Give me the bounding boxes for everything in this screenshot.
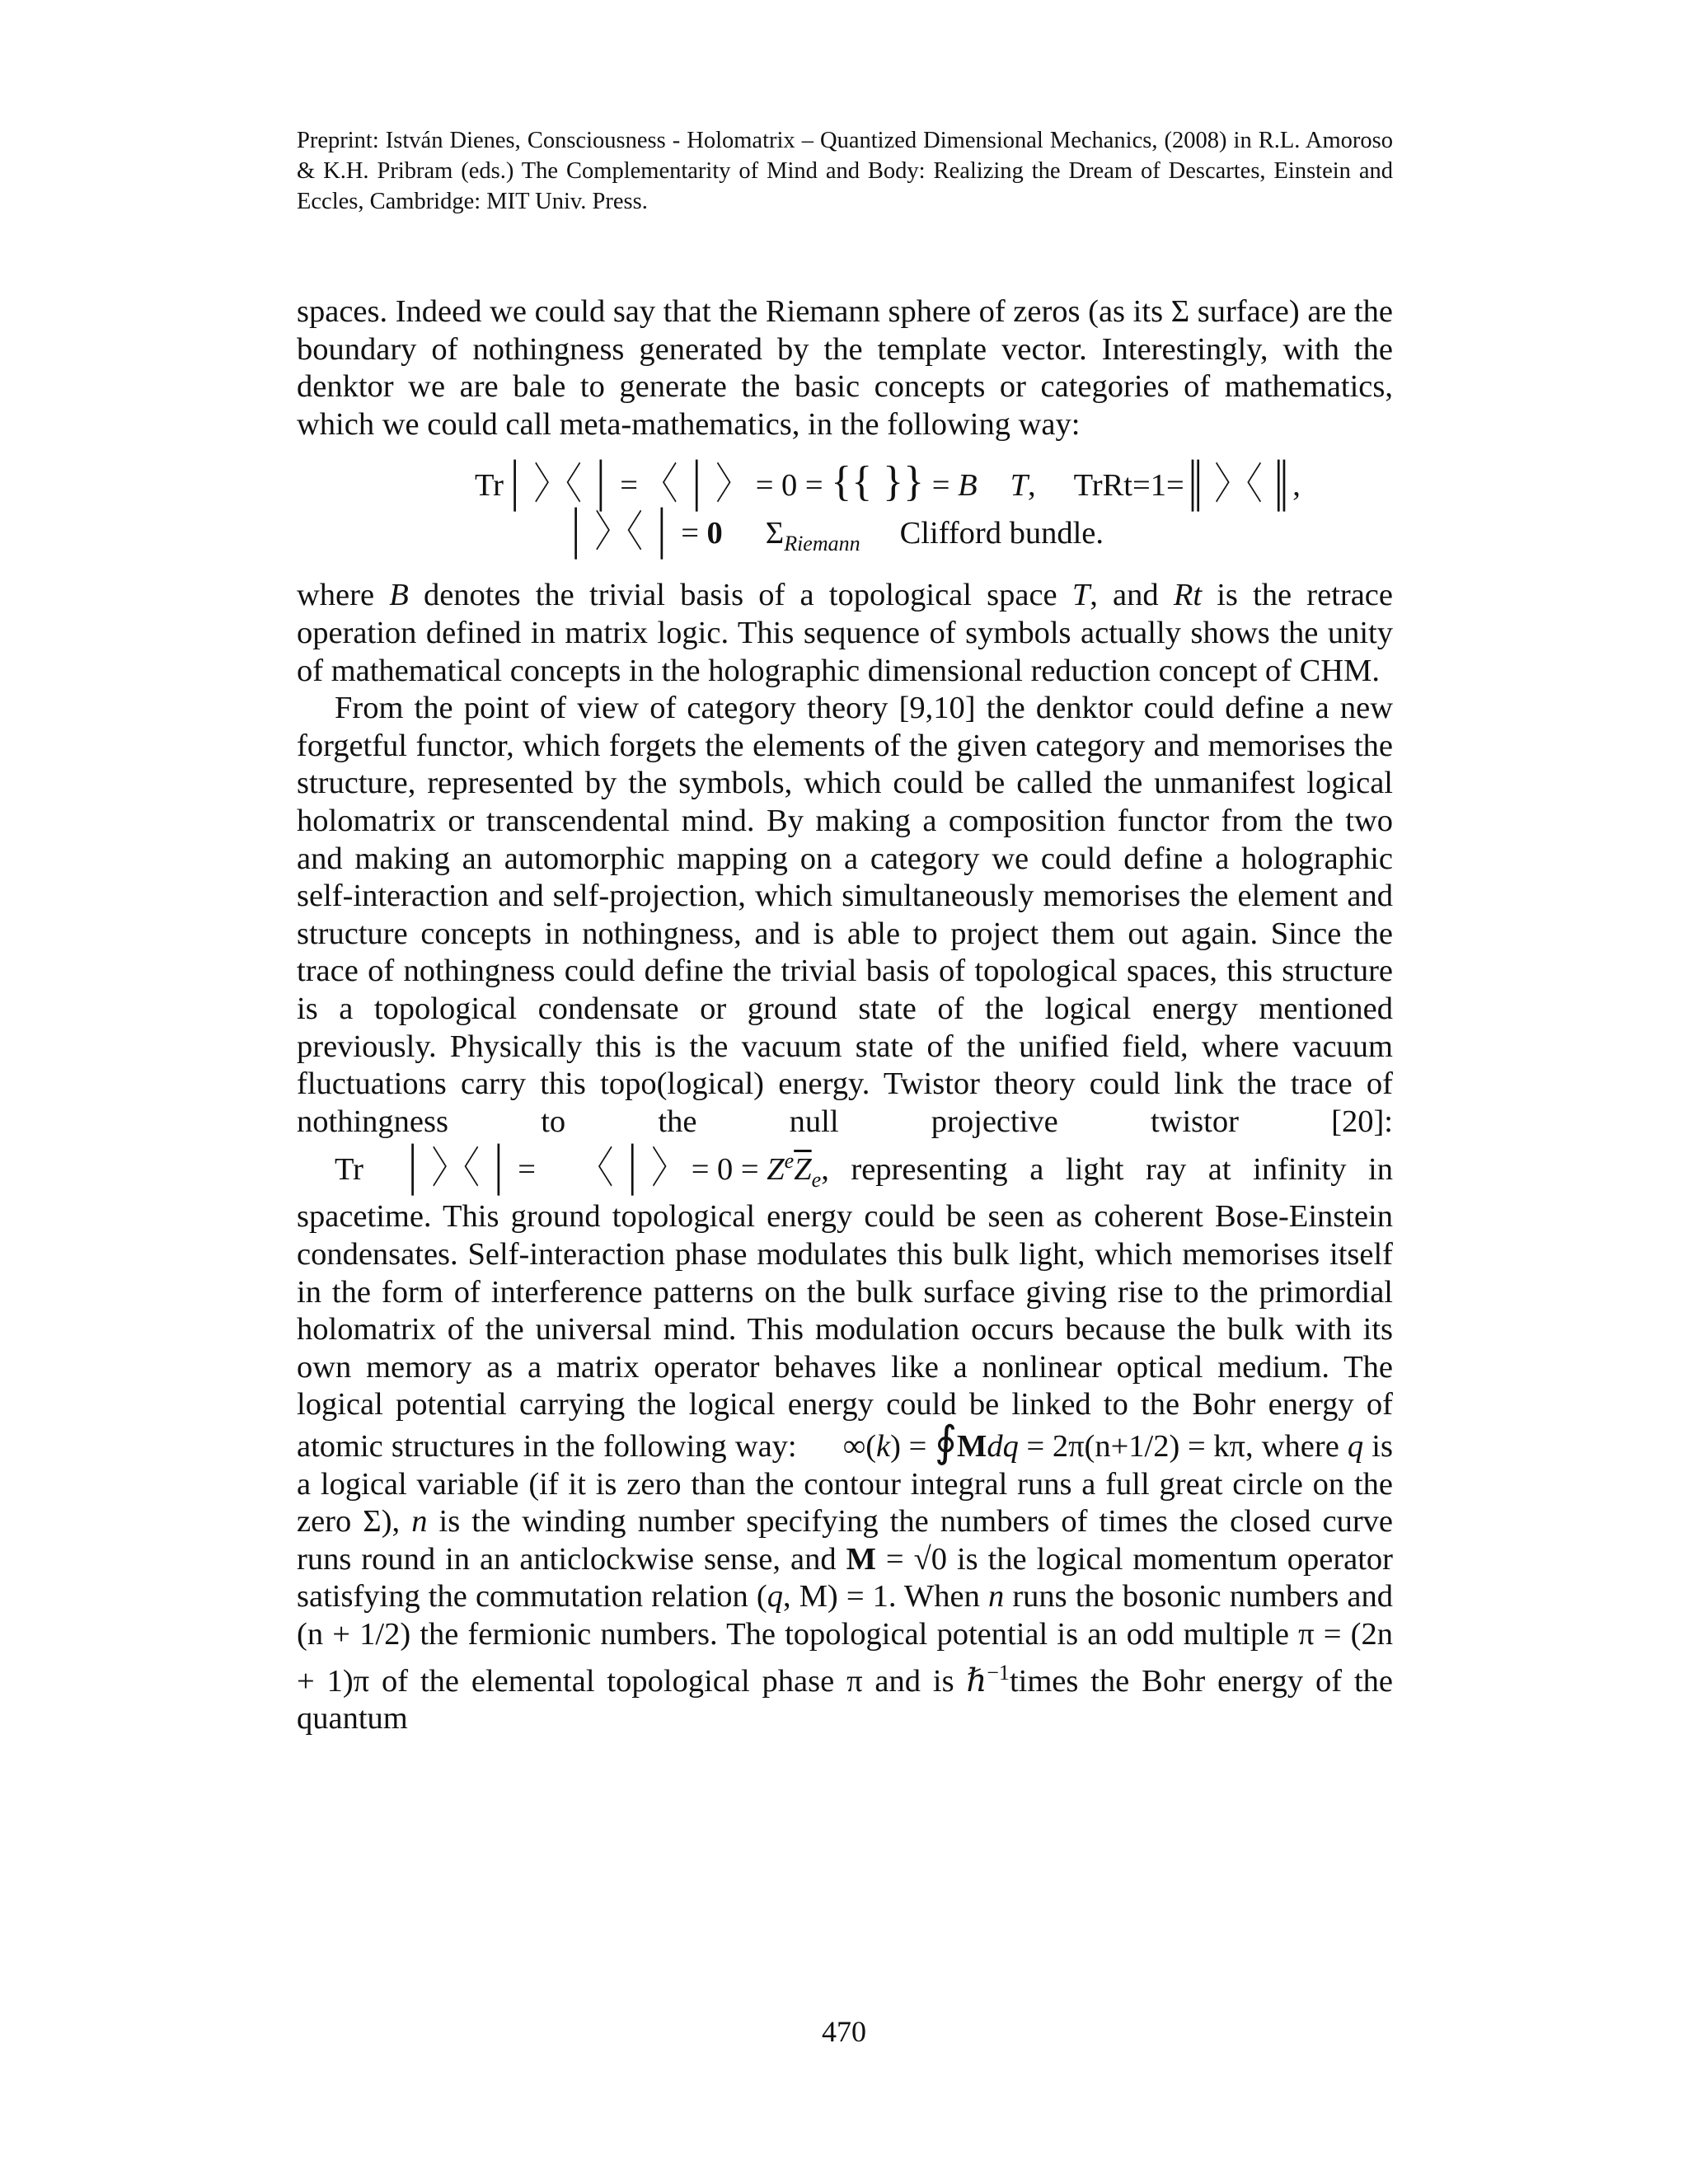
eq-trace: Tr [475,468,504,504]
paragraph-2: where B denotes the trivial basis of a topological space T, and Rt is the retrace operation defined in matrix logic. This sequence of symbols actually shows the unity of mathematical concepts in the holographic dimensional reduction concept of CHM. [297,578,1393,688]
contour-integral-equation: ∞(k) = ∮Mdq = 2π(n+1/2) = kπ [842,1418,1245,1466]
equation-line-1: Tr│ 〉〈 │ = 〈 │ 〉 = 0 = {{ }} = B T, TrRt=1=║ 〉〈 ║, [297,457,1393,508]
page-number: 470 [822,2015,866,2048]
eq-double-bars: ║ 〉〈 ║ [1184,462,1293,509]
eq-space-T: T [1010,468,1029,504]
eq-trrt: TrRt=1= [1073,468,1184,504]
equation-line-2: │ 〉〈 │ = 0 $\Sigma_{Riemann}$ Clifford bundle. [297,508,1393,559]
eq2-ket-bra: │ 〉〈 │ [565,510,673,557]
eq-ket-bra: │ 〉〈 │ [504,462,612,509]
equation-block [297,457,1393,559]
eq2-riemann-subscript: Riemann [784,532,860,556]
eq2-bold-zero: 0 [706,516,723,551]
sqrt-zero: = √0 [875,1541,947,1577]
body-text [297,293,1393,1738]
eq2-sigma: Σ [765,516,785,551]
eq-bracket: 〈 │ 〉 [645,462,748,509]
twistor-equation: Tr │ 〉〈 │ = 〈 │ 〉 = $0 = Z^e\overline{Z}_e$ [335,1146,822,1193]
eq2-clifford-bundle: Clifford bundle. [899,516,1104,551]
paragraph-3: From the point of view of category theory [9,10] the denktor could define a new forgetful functor, which forgets the elements of the given category and memorises the structure, represented by the symbols, which could be called the unmanifest logical holomatrix or transcendental mind. By making a composition functor from the two and making an automorphic mapping on a category we could define a holographic self-interaction and self-projection, which simultaneously memorises the element and structure concepts in nothingness, and is able to project them out again. Since the trace of nothingness could define the trivial basis of topological spaces, this structure is a topological condensate or ground state of the logical energy mentioned previously. Physically this is the vacuum state of the unified field, where vacuum fluctuations carry this topo(logical) energy. Twistor theory could link the trace of nothingness to the null projective twistor [20]: Tr │ 〉〈 │ = 〈 │ 〉 = $0 = Z^e\overline{Z}_e$, representing a light ray at infinity in spacetime. This ground topological energy could be seen as coherent Bose-Einstein condensates. Self-interaction phase modulates this bulk light, which memorises itself in the form of interference patterns on the bulk surface giving rise to the primordial holomatrix of the universal mind. This modulation occurs because the bulk with its own memory as a matrix operator behaves like a nonlinear optical medium. The logical potential carrying the logical energy could be linked to the Bohr energy of atomic structures in the following way: ∞(k) = ∮Mdq = 2π(n+1/2) = kπ, where q is a logical variable (if it is zero than the contour integral runs a full great circle on the zero Σ), n is the winding number specifying the numbers of times the closed curve runs round in an anticlockwise sense, and M = √0 is the logical momentum operator satisfying the commutation relation (q, M) = 1. When n runs the bosonic numbers and (n + 1/2) the fermionic numbers. The topological potential is an odd multiple π = (2n + 1)π of the elemental topological phase π and is ℏ$^{-1}$times the Bohr energy of the quantum [297,691,1393,1736]
hbar-symbol: ℏ [966,1663,987,1699]
eq-basis-B: B [958,468,978,504]
preprint-citation: Preprint: István Dienes, Consciousness - Holomatrix – Quantized Dimensional Mechanics, (2008) in R.L. Amoroso & K.H. Pribram (eds.) The Complementarity of Mind and Body: Realizing the Dream of Descartes, Einstein and Eccles, Cambridge: MIT Univ. Press. [297,128,1393,214]
eq-braces: {{ }} [831,458,925,506]
paragraph-1: spaces. Indeed we could say that the Riemann sphere of zeros (as its Σ surface) are the boundary of nothingness generated by the template vector. Interestingly, with the denktor we are bale to generate the basic concepts or categories of mathematics, which we could call meta-mathematics, in the following way: [297,294,1393,442]
